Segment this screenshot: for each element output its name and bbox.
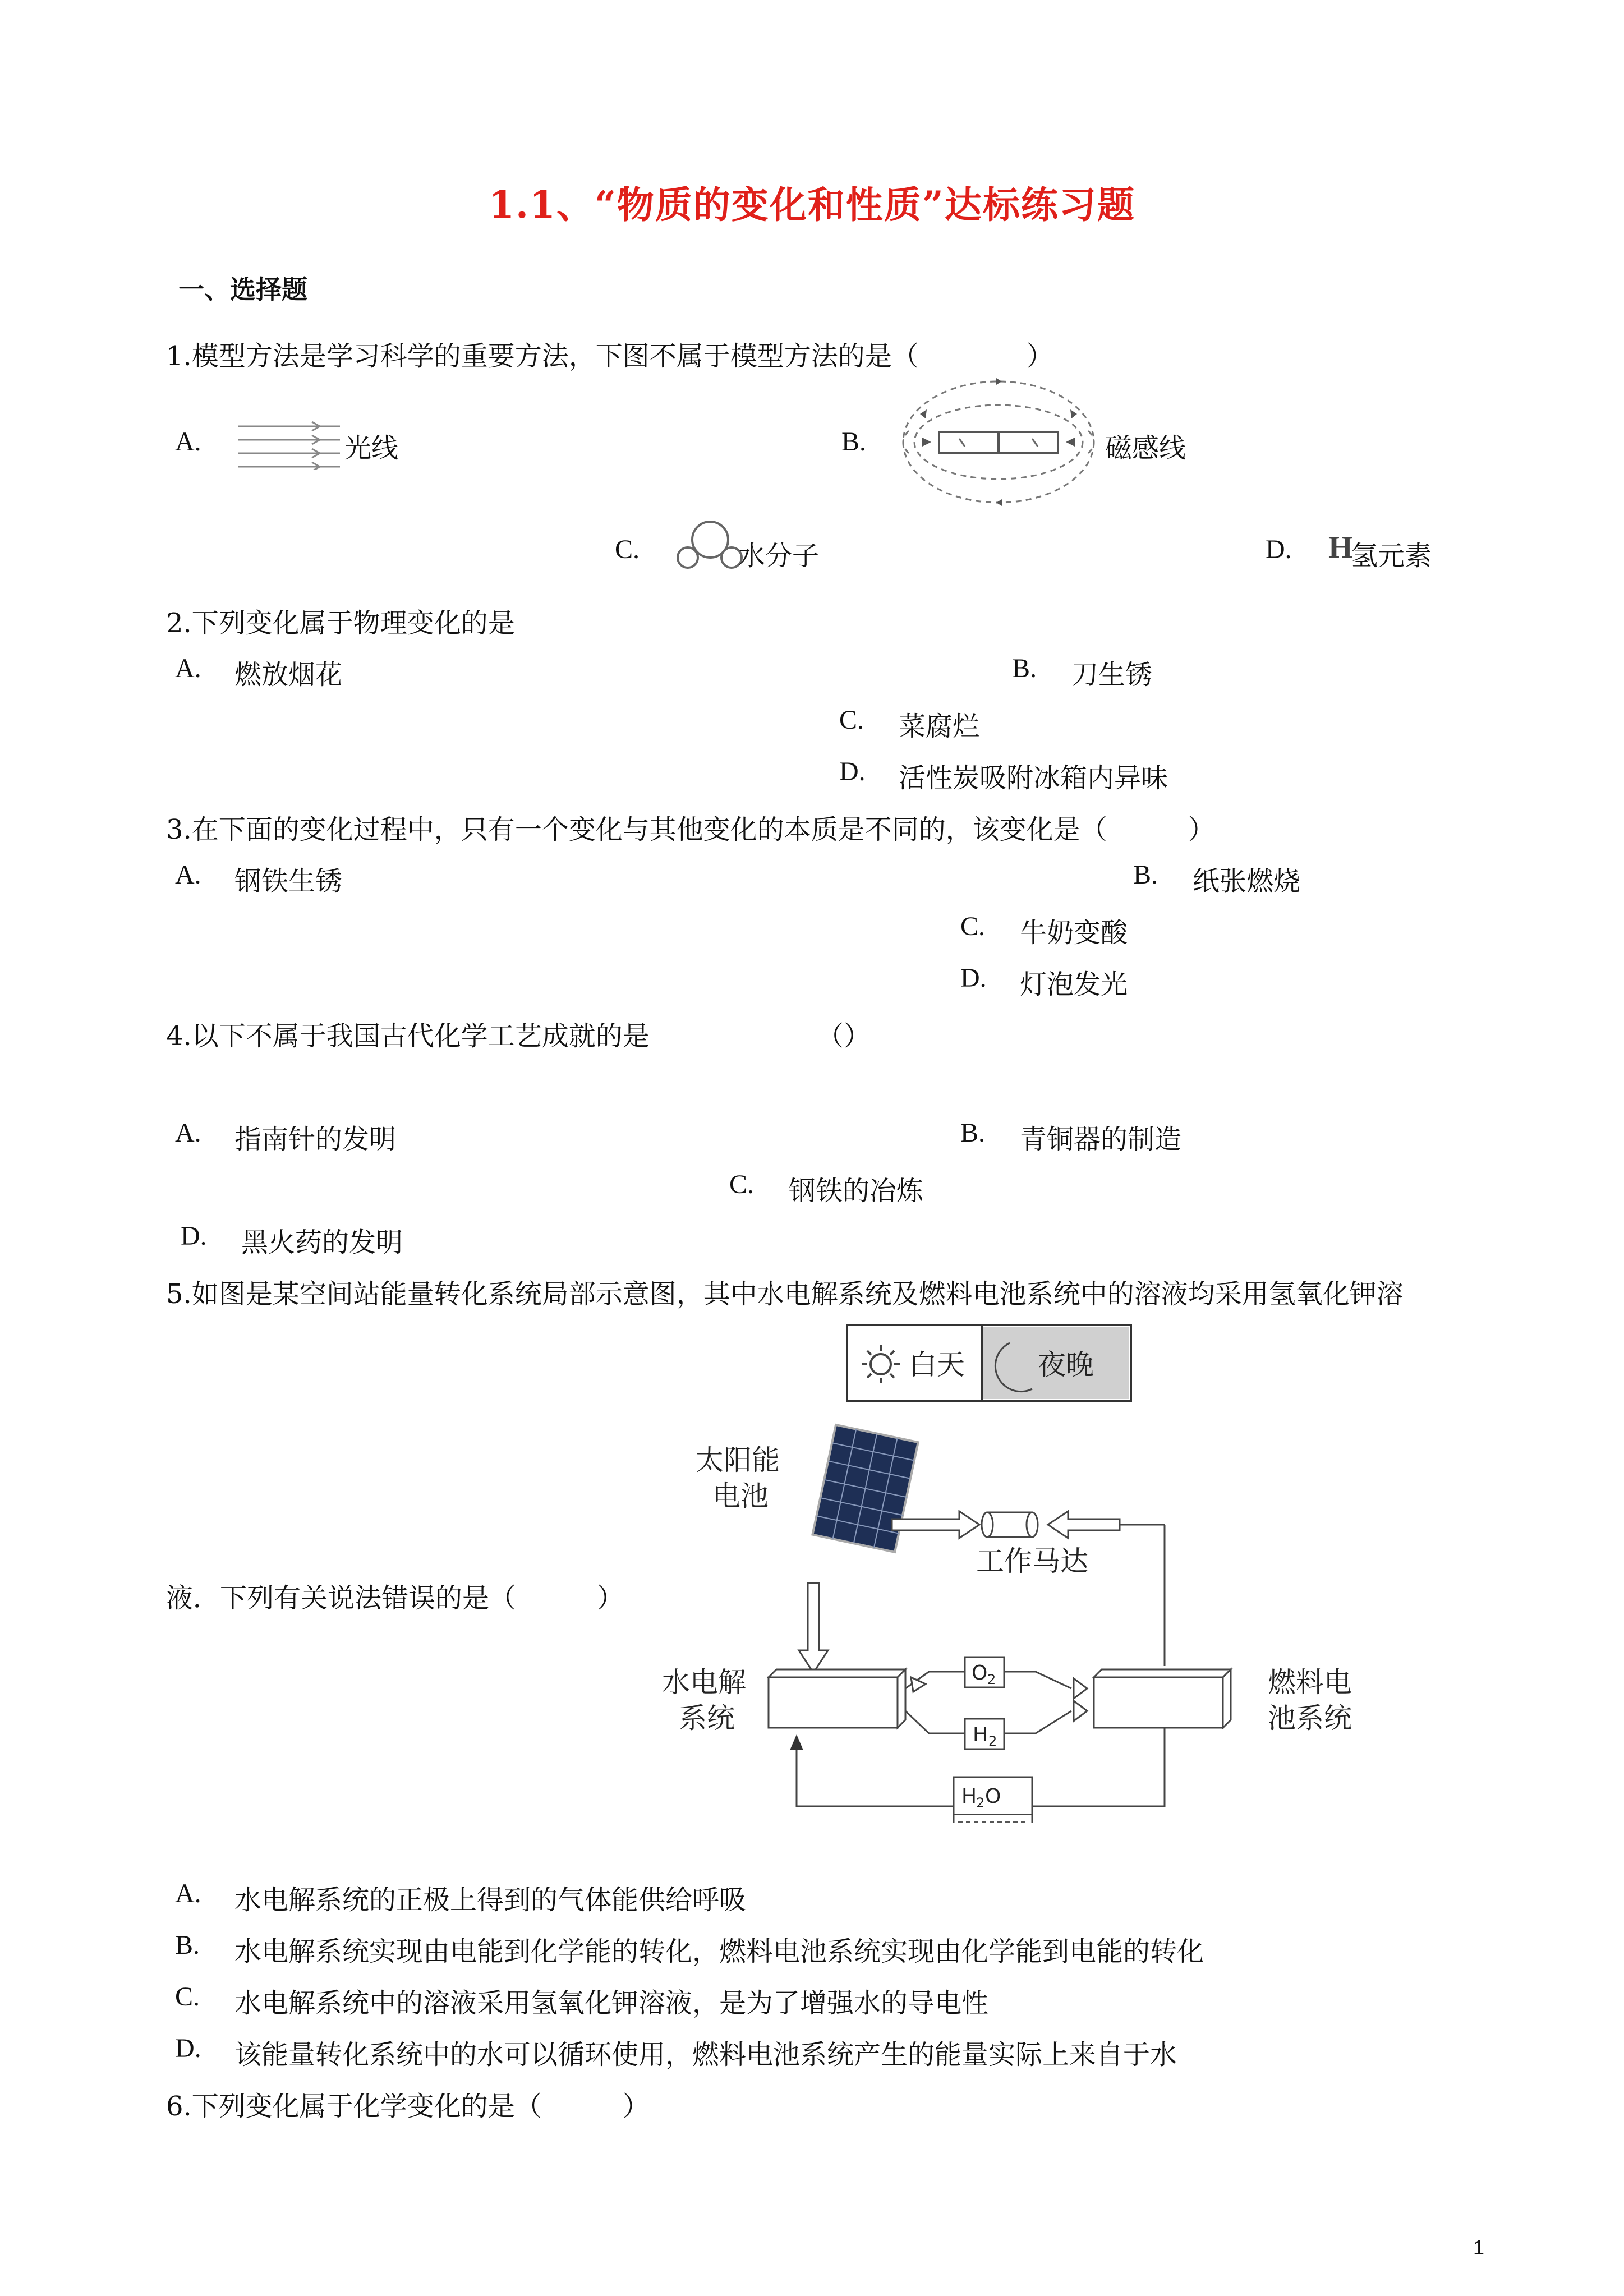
solar-cell-label-1: 太阳能 <box>696 1444 780 1476</box>
solar-panel-icon <box>812 1425 918 1552</box>
q3-option-d-letter: D. <box>960 963 987 993</box>
water-return-line-right <box>1032 1728 1165 1806</box>
q3-option-c-letter: C. <box>960 912 986 941</box>
q1-option-a-label: 光线 <box>344 432 399 464</box>
water-molecule-icon <box>675 517 743 571</box>
electrolysis-label-2: 系统 <box>679 1702 735 1734</box>
question-2-stem: 2.下列变化属于物理变化的是 <box>166 608 515 639</box>
q1-option-a-letter: A. <box>175 427 201 457</box>
q4-option-d-text: 黑火药的发明 <box>241 1227 403 1258</box>
question-4-answer-paren: （） <box>817 1020 871 1052</box>
q2-option-b-letter: B. <box>1012 654 1037 683</box>
q5-option-b-letter: B. <box>175 1930 200 1960</box>
q1-option-d-label: 氢元素 <box>1351 540 1432 572</box>
q1-option-d-letter: D. <box>1266 535 1292 564</box>
day-label: 白天 <box>909 1349 965 1381</box>
q3-option-c-text: 牛奶变酸 <box>1020 917 1128 949</box>
question-5-stem-line-2: 液．下列有关说法错误的是（ ） <box>166 1582 624 1614</box>
q3-option-b-text: 纸张燃烧 <box>1193 866 1301 897</box>
hydrogen-gas-subscript: 2 <box>988 1733 997 1749</box>
q2-option-b-text: 刀生锈 <box>1071 659 1153 691</box>
panel-to-motor-arrow <box>892 1511 979 1538</box>
fuel-cell-label-1: 燃料电 <box>1268 1666 1352 1699</box>
night-label: 夜晚 <box>1038 1349 1094 1381</box>
oxygen-symbol: O <box>972 1662 988 1685</box>
q3-option-b-letter: B. <box>1133 860 1158 890</box>
electrolysis-system-box <box>769 1669 905 1728</box>
water-return-line-left <box>797 1745 954 1806</box>
hydrogen-gas-symbol: H <box>973 1723 988 1746</box>
hydrogen-symbol: H <box>1328 530 1353 565</box>
bar-magnet-field-lines-icon <box>898 375 1099 509</box>
section-heading: 一、选择题 <box>178 274 307 305</box>
q5-option-d-text: 该能量转化系统中的水可以循环使用，燃料电池系统产生的能量实际上来自于水 <box>234 2039 1177 2070</box>
q3-option-a-text: 钢铁生锈 <box>234 866 343 897</box>
q1-option-b-label: 磁感线 <box>1105 432 1186 464</box>
page-title: 1.1、“物质的变化和性质”达标练习题 <box>489 183 1135 227</box>
water-symbol-o: O <box>985 1785 1001 1808</box>
q4-option-c-text: 钢铁的冶炼 <box>789 1175 924 1207</box>
fuel-cell-label-2: 池系统 <box>1268 1702 1352 1734</box>
motor-label: 工作马达 <box>976 1545 1088 1577</box>
q1-option-b-letter: B. <box>841 427 867 457</box>
q4-option-c-letter: C. <box>729 1170 755 1199</box>
q5-option-a-text: 水电解系统的正极上得到的气体能供给呼吸 <box>234 1884 747 1916</box>
solar-cell-label-2: 电池 <box>712 1480 769 1512</box>
q2-option-d-letter: D. <box>839 757 866 786</box>
energy-conversion-diagram <box>645 1318 1374 1823</box>
electrolysis-label-1: 水电解 <box>662 1666 746 1699</box>
water-return-arrowhead <box>790 1734 803 1750</box>
page-number: 1 <box>1473 2236 1485 2259</box>
q3-option-d-text: 灯泡发光 <box>1020 969 1128 1000</box>
q1-option-c-label: 水分子 <box>738 540 820 572</box>
q2-option-a-letter: A. <box>175 654 201 683</box>
motor-icon <box>982 1512 1038 1537</box>
oxygen-subscript: 2 <box>987 1672 996 1687</box>
light-rays-icon <box>236 420 346 470</box>
question-5-stem-line-1: 5.如图是某空间站能量转化系统局部示意图，其中水电解系统及燃料电池系统中的溶液均采用氢氧化钾溶 <box>166 1278 1404 1310</box>
question-4-stem: 4.以下不属于我国古代化学工艺成就的是 <box>166 1020 650 1052</box>
fuelcell-to-motor-arrow <box>1048 1511 1120 1538</box>
panel-to-electrolysis-arrow <box>799 1583 828 1673</box>
q1-option-c-letter: C. <box>615 535 640 564</box>
q4-option-b-text: 青铜器的制造 <box>1020 1124 1182 1155</box>
question-1-stem: 1.模型方法是学习科学的重要方法，下图不属于模型方法的是（ ） <box>166 341 1053 372</box>
fuel-cell-system-box <box>1094 1669 1231 1728</box>
q2-option-d-text: 活性炭吸附冰箱内异味 <box>899 762 1168 794</box>
q2-option-c-letter: C. <box>839 705 864 735</box>
q5-option-c-letter: C. <box>175 1982 200 2012</box>
water-symbol-h: H <box>961 1785 977 1808</box>
question-6-stem: 6.下列变化属于化学变化的是（ ） <box>166 2091 650 2122</box>
water-symbol-subscript: 2 <box>976 1795 985 1811</box>
q4-option-d-letter: D. <box>181 1221 207 1251</box>
q3-option-a-letter: A. <box>175 860 201 890</box>
q5-option-b-text: 水电解系统实现由电能到化学能的转化，燃料电池系统实现由化学能到电能的转化 <box>234 1936 1204 1967</box>
q5-option-c-text: 水电解系统中的溶液采用氢氧化钾溶液，是为了增强水的导电性 <box>234 1987 989 2019</box>
q2-option-a-text: 燃放烟花 <box>234 659 343 691</box>
q4-option-b-letter: B. <box>960 1118 986 1148</box>
q4-option-a-letter: A. <box>175 1118 201 1148</box>
q5-option-d-letter: D. <box>175 2033 201 2063</box>
question-3-stem: 3.在下面的变化过程中，只有一个变化与其他变化的本质是不同的，该变化是（ ） <box>166 814 1215 845</box>
q5-option-a-letter: A. <box>175 1879 201 1908</box>
q4-option-a-text: 指南针的发明 <box>234 1124 397 1155</box>
q2-option-c-text: 菜腐烂 <box>899 711 980 742</box>
